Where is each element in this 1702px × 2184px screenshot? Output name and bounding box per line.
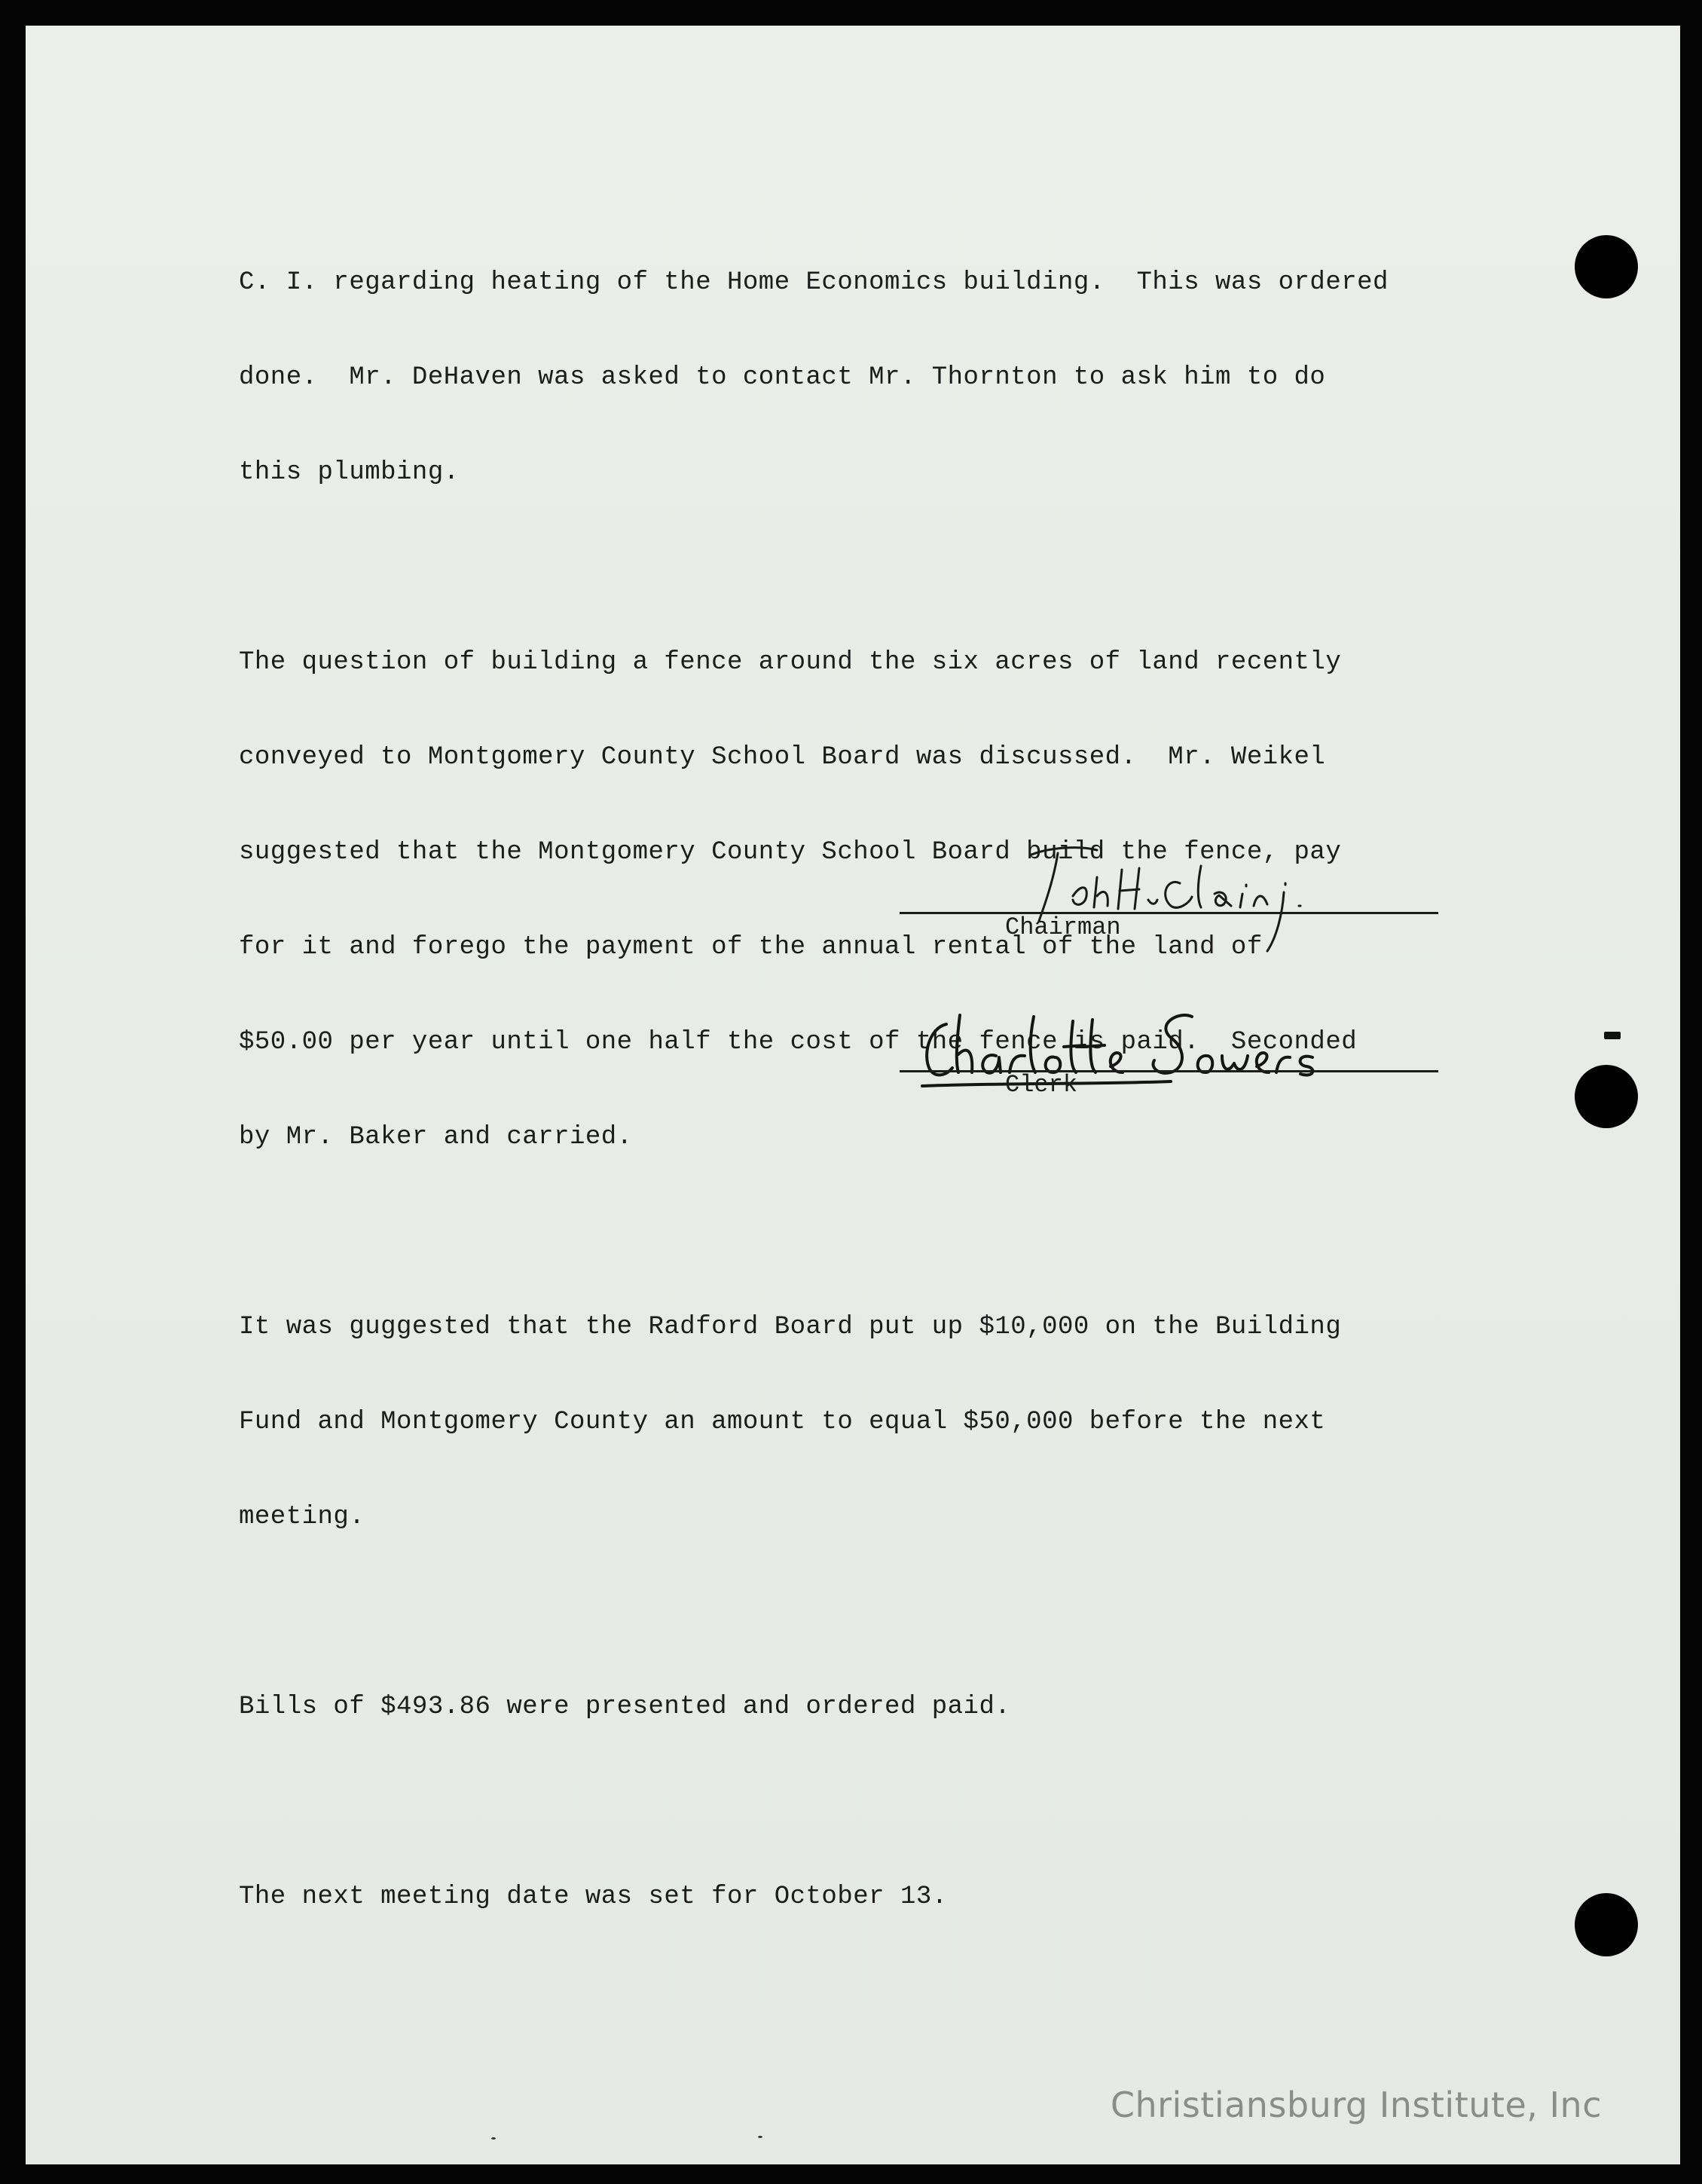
text-line: done. Mr. DeHaven was asked to contact Mr. Thornton to ask him to do	[239, 363, 1326, 392]
text-line: Fund and Montgomery County an amount to equal $50,000 before the next	[239, 1408, 1326, 1436]
chairman-label: Chairman	[1005, 913, 1121, 941]
text-line: this plumbing.	[239, 458, 460, 487]
clerk-handwritten-signature	[900, 994, 1442, 1122]
paragraph-heating	[239, 203, 1444, 552]
chairman-signature-block	[900, 824, 1442, 953]
text-line: The question of building a fence around the six acres of land recently	[239, 648, 1342, 677]
text-line: conveyed to Montgomery County School Board was discussed. Mr. Weikel	[239, 743, 1326, 772]
text-line: suggested that the Montgomery County School Board build the fence, pay	[239, 838, 1342, 867]
text-line: C. I. regarding heating of the Home Economics building. This was ordered	[239, 268, 1389, 297]
text-line: Bills of $493.86 were presented and ordered paid.	[239, 1693, 1011, 1721]
text-line: for it and forego the payment of the annual rental of the land of	[239, 933, 1263, 962]
paper-blemish	[491, 2137, 496, 2140]
binder-hole	[1575, 1893, 1638, 1956]
chairman-handwritten-signature	[900, 824, 1442, 953]
clerk-signature-line	[900, 1070, 1438, 1072]
binder-hole	[1575, 235, 1638, 298]
text-line: It was guggested that the Radford Board put up $10,000 on the Building	[239, 1313, 1342, 1341]
paragraph-bills	[239, 1628, 1444, 1786]
text-line: $50.00 per year until one half the cost of the fence is paid. Seconded	[239, 1028, 1358, 1057]
text-line: meeting.	[239, 1503, 365, 1531]
paper-blemish	[1604, 1032, 1621, 1039]
paper-blemish	[758, 2136, 762, 2138]
paragraph-next-meeting	[239, 1818, 1444, 1976]
text-line: The next meeting date was set for October 13.	[239, 1883, 948, 1911]
archive-watermark: Christiansburg Institute, Inc	[1110, 2085, 1602, 2125]
chairman-signature-line	[900, 912, 1438, 914]
clerk-label: Clerk	[1005, 1071, 1078, 1099]
paragraph-building-fund	[239, 1248, 1444, 1596]
text-line: by Mr. Baker and carried.	[239, 1123, 633, 1152]
document-page	[26, 26, 1680, 2164]
binder-hole	[1575, 1065, 1638, 1128]
clerk-signature-block	[900, 994, 1442, 1122]
